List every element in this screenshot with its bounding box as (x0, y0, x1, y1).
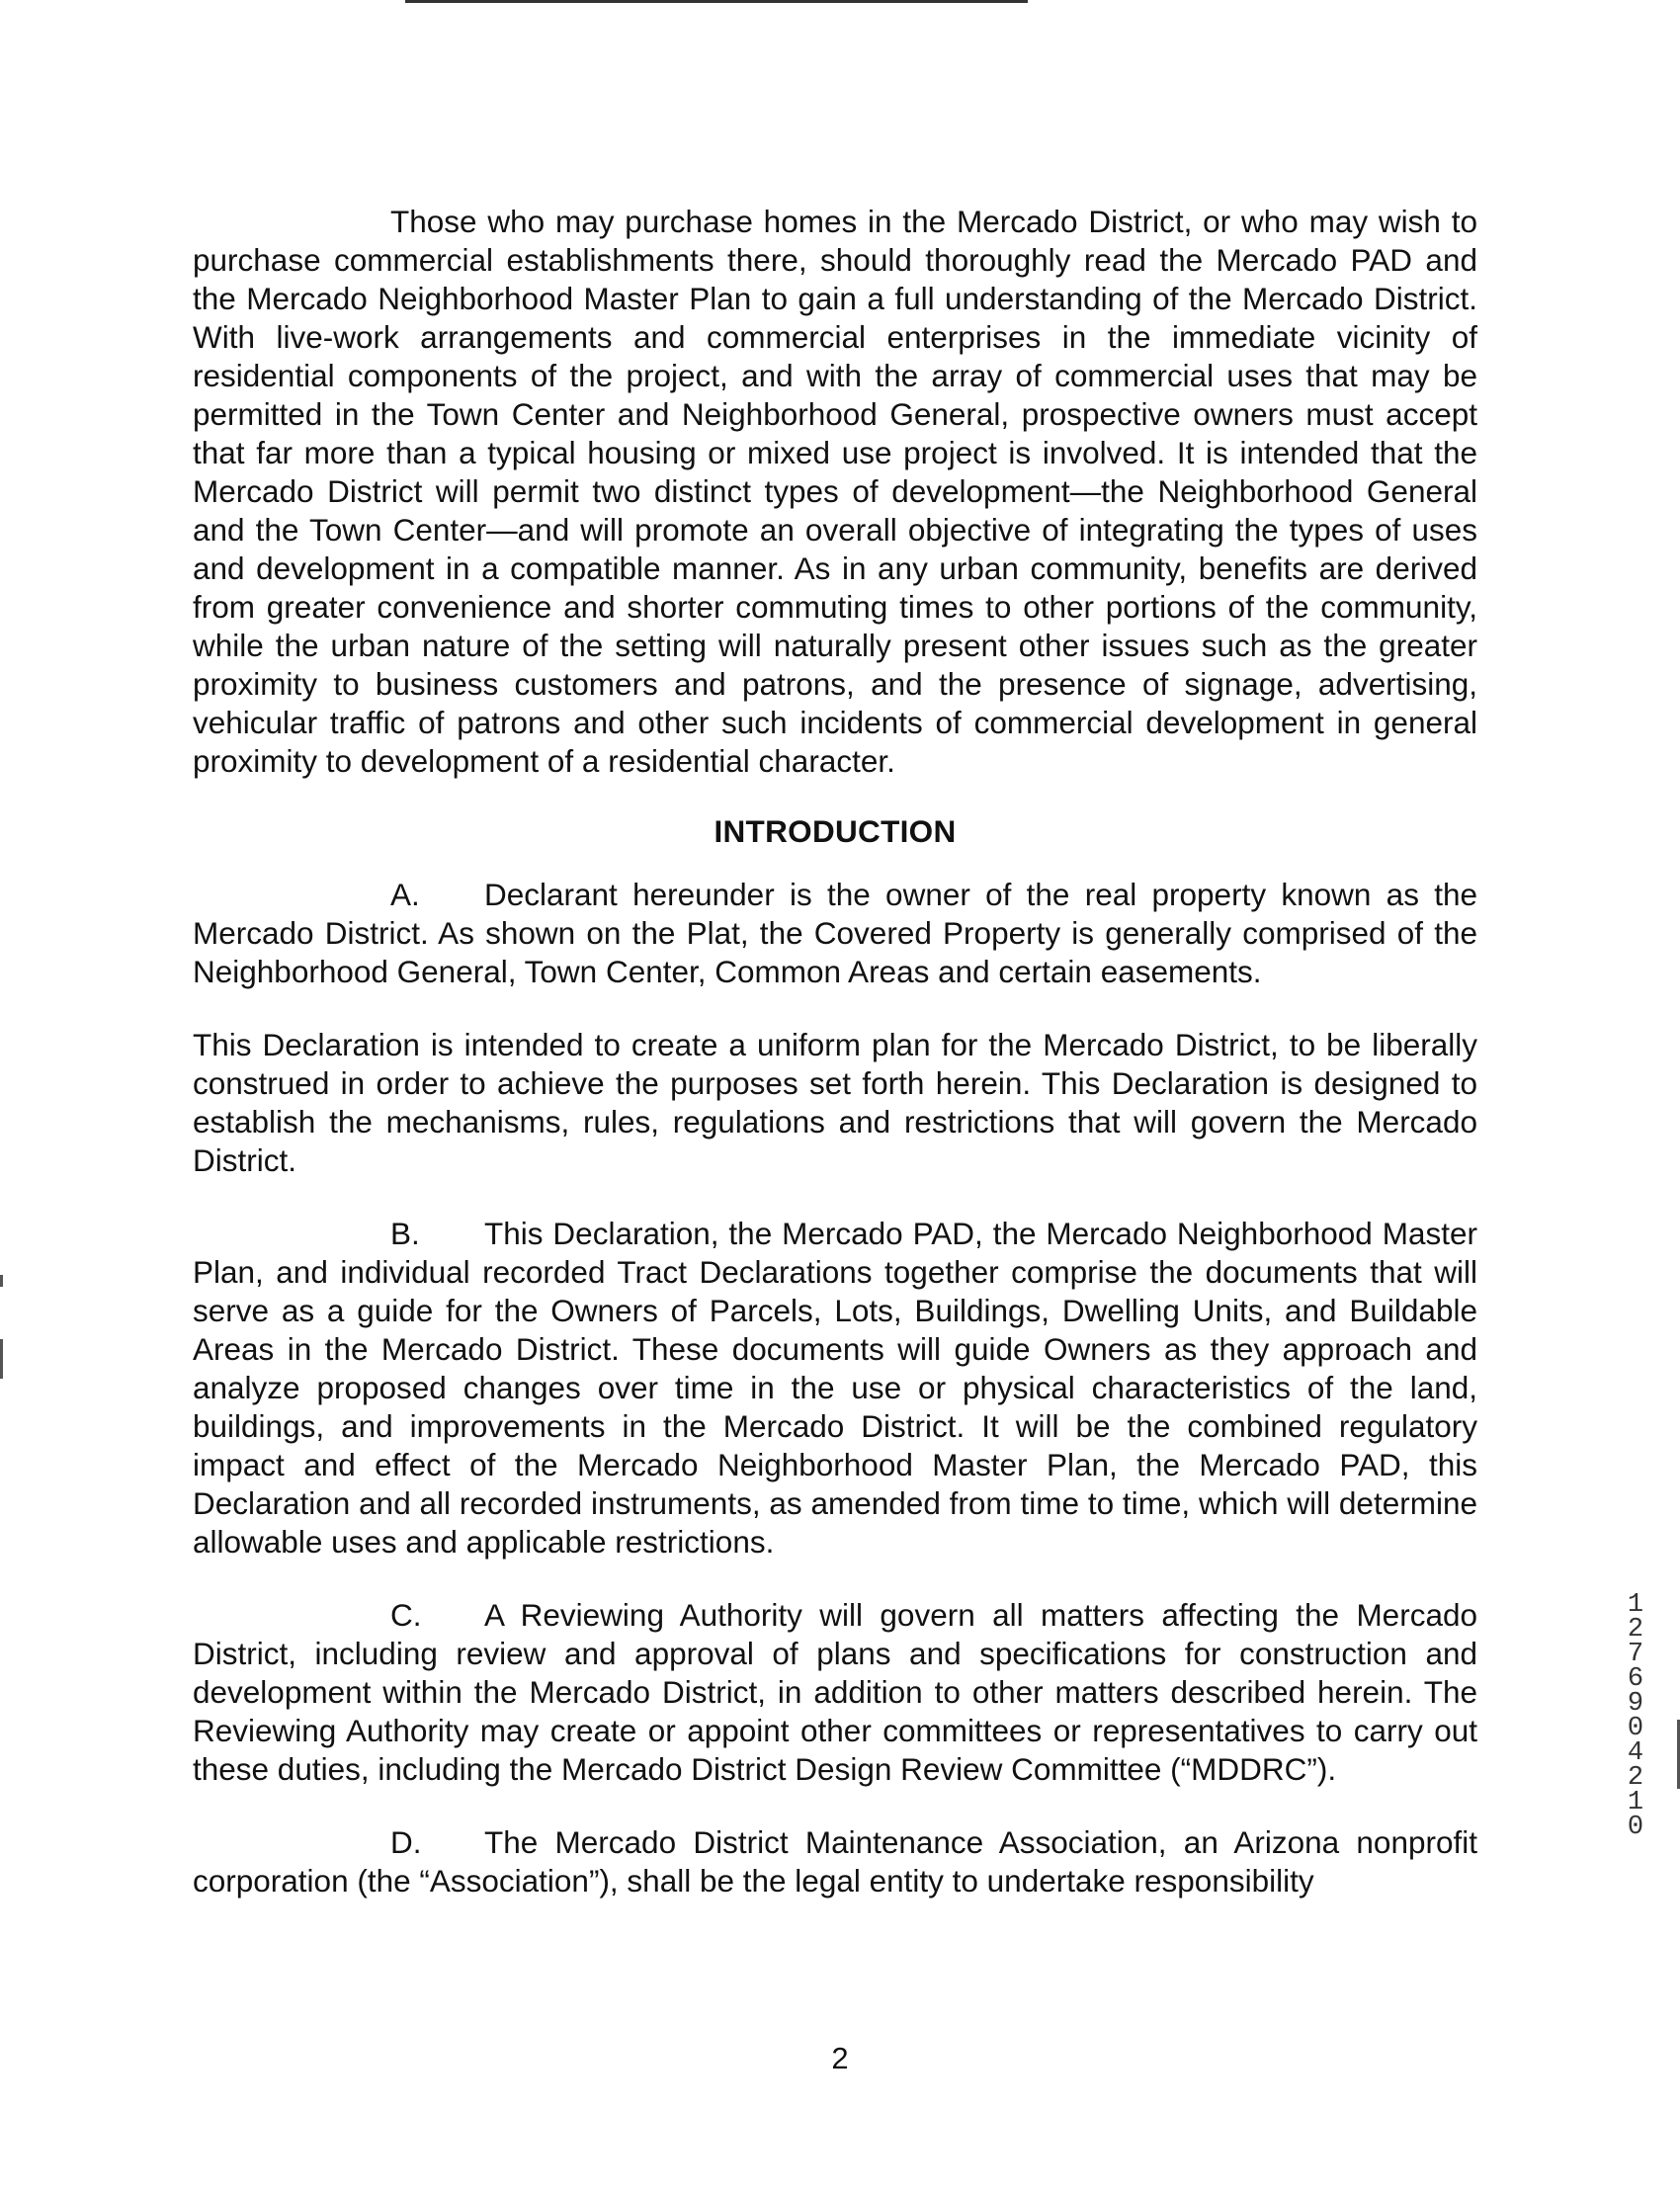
document-body (193, 203, 1477, 1900)
recording-stamp: 12769 04210 (1627, 1590, 1644, 1842)
item-c-letter: C. (390, 1597, 422, 1633)
page-number: 2 (831, 2041, 849, 2075)
item-d (193, 1823, 1477, 1900)
item-a-letter: A. (390, 877, 420, 912)
item-b (193, 1215, 1477, 1562)
item-b-letter: B. (390, 1216, 420, 1251)
top-scan-rule (405, 0, 1028, 3)
item-d-text: The Mercado District Maintenance Association, an Arizona nonprofit corporation (the “Association”), shall be the legal entity to undertake responsibility (193, 1824, 1477, 1899)
item-a-text: Declarant hereunder is the owner of the real property known as the Mercado District. As shown on the Plat, the Covered Property is generally comprised of the Neighborhood General, Town Center, Common Areas and certain easements. (193, 877, 1477, 989)
item-a-continuation: This Declaration is intended to create a uniform plan for the Mercado District, to be liberally construed in order to achieve the purposes set forth herein. This Declaration is designed to establish the mechanisms, rules, regulations and restrictions that will govern the Mercado District. (193, 1027, 1477, 1178)
item-d-letter: D. (390, 1824, 422, 1860)
item-b-text: This Declaration, the Mercado PAD, the Mercado Neighborhood Master Plan, and individual recorded Tract Declarations together comprise the documents that will serve as a guide for the Owners of Parcels, Lots, Buildings, Dwelling Units, and Buildable Areas in the Mercado District. These documents will guide Owners as they approach and analyze proposed changes over time in the use or physical characteristics of the land, buildings, and improvements in the Mercado District. It will be the combined regulatory impact and effect of the Mercado Neighborhood Master Plan, the Mercado PAD, this Declaration and all recorded instruments, as amended from time to time, which will determine allowable uses and applicable restrictions. (193, 1216, 1477, 1560)
section-heading: INTRODUCTION (714, 813, 957, 849)
intro-paragraph: Those who may purchase homes in the Mercado District, or who may wish to purchase commercial establishments there, should thoroughly read the Mercado PAD and the Mercado Neighborhood Master Plan to gain a full understanding of the Mercado District. With live-work arrangements and commercial enterprises in the immediate vicinity of residential components of the project, and with the array of commercial uses that may be permitted in the Town Center and Neighborhood General, prospective owners must accept that far more than a typical housing or mixed use project is involved. It is intended that the Mercado District will permit two distinct types of development—the Neighborhood General and the Town Center—and will promote an overall objective of integrating the types of uses and development in a compatible manner. As in any urban community, benefits are derived from greater convenience and shorter commuting times to other portions of the community, while the urban nature of the setting will naturally present other issues such as the greater proximity to business customers and patrons, and the presence of signage, advertising, vehicular traffic of patrons and other such incidents of commercial development in general proximity to development of a residential character. (193, 204, 1477, 779)
item-c-text: A Reviewing Authority will govern all matters affecting the Mercado District, including review and approval of plans and specifications for construction and development within the Mercado District, in addition to other matters described herein. The Reviewing Authority may create or appoint other committees or representatives to carry out these duties, including the Mercado District Design Review Committee (“MDDRC”). (193, 1597, 1477, 1787)
item-c (193, 1596, 1477, 1789)
left-scan-mark (0, 1275, 3, 1287)
item-a (193, 876, 1477, 991)
left-scan-mark (0, 1339, 3, 1379)
